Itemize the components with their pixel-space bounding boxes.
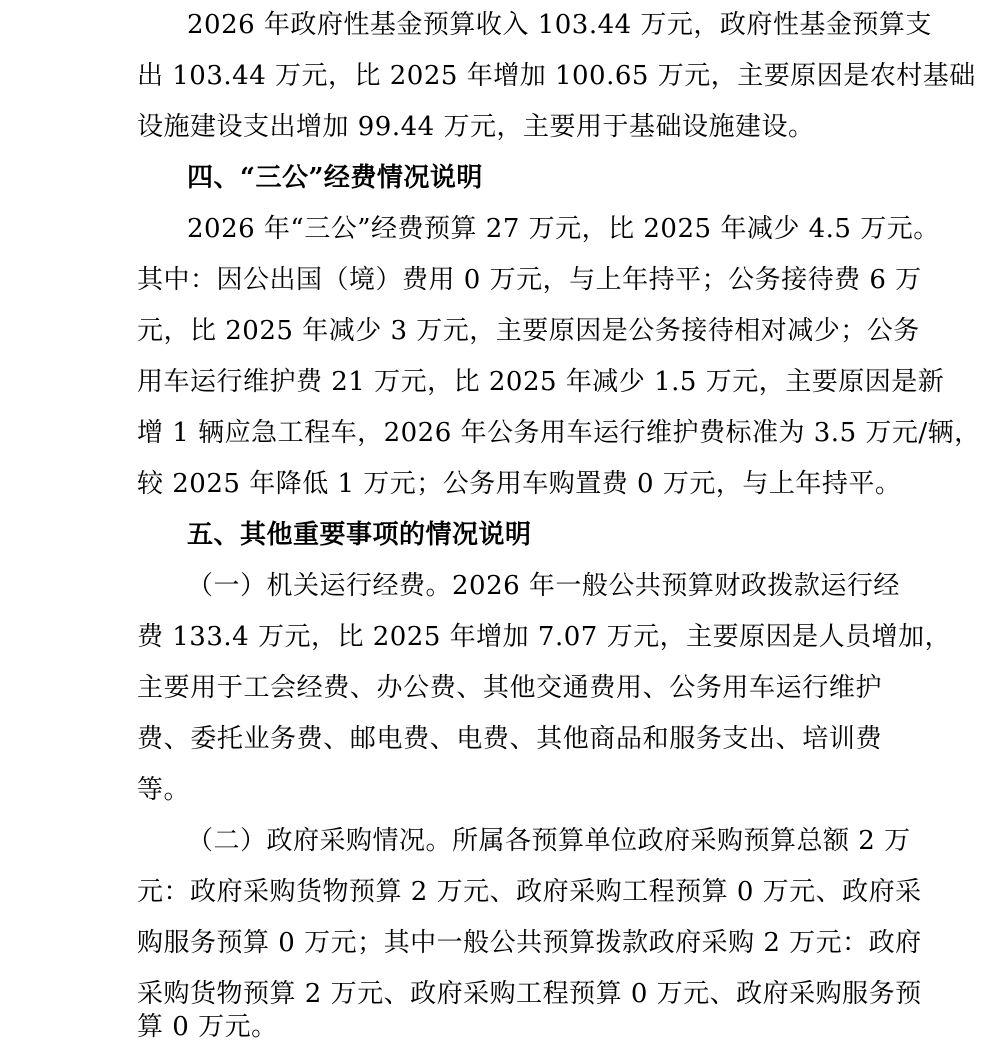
paragraph-line: 费 133.4 万元，比 2025 年增加 7.07 万元，主要原因是人员增加， (137, 622, 952, 652)
paragraph-line: 其中：因公出国（境）费用 0 万元，与上年持平；公务接待费 6 万 (137, 265, 922, 295)
paragraph-line: 较 2025 年降低 1 万元；公务用车购置费 0 万元，与上年持平。 (137, 469, 902, 499)
section-heading: 四、“三公”经费情况说明 (187, 163, 483, 193)
paragraph-line: 2026 年“三公”经费预算 27 万元，比 2025 年减少 4.5 万元。 (187, 214, 940, 244)
paragraph-line: （一）机关运行经费。2026 年一般公共预算财政拨款运行经 (187, 571, 900, 601)
paragraph-line: 购服务预算 0 万元；其中一般公共预算拨款政府采购 2 万元：政府 (137, 928, 922, 958)
paragraph-line: 2026 年政府性基金预算收入 103.44 万元，政府性基金预算支 (187, 10, 932, 40)
paragraph-line: 增 1 辆应急工程车，2026 年公务用车运行维护费标准为 3.5 万元/辆， (137, 418, 981, 448)
paragraph-line: 设施建设支出增加 99.44 万元，主要用于基础设施建设。 (137, 112, 815, 142)
paragraph-line: 元：政府采购货物预算 2 万元、政府采购工程预算 0 万元、政府采 (137, 877, 922, 907)
paragraph-line: （二）政府采购情况。所属各预算单位政府采购预算总额 2 万 (187, 826, 911, 856)
paragraph-line: 用车运行维护费 21 万元，比 2025 年减少 1.5 万元，主要原因是新 (137, 367, 945, 397)
paragraph-line: 出 103.44 万元，比 2025 年增加 100.65 万元，主要原因是农村基础 (137, 61, 976, 91)
paragraph-line: 算 0 万元。 (137, 1012, 278, 1042)
paragraph-line: 主要用于工会经费、办公费、其他交通费用、公务用车运行维护 (137, 673, 882, 703)
paragraph-line: 等。 (137, 775, 191, 805)
paragraph-line: 采购货物预算 2 万元、政府采购工程预算 0 万元、政府采购服务预 (137, 979, 922, 1009)
paragraph-line: 费、委托业务费、邮电费、电费、其他商品和服务支出、培训费 (137, 724, 882, 754)
section-heading: 五、其他重要事项的情况说明 (187, 520, 532, 550)
paragraph-line: 元，比 2025 年减少 3 万元，主要原因是公务接待相对减少；公务 (137, 316, 920, 346)
